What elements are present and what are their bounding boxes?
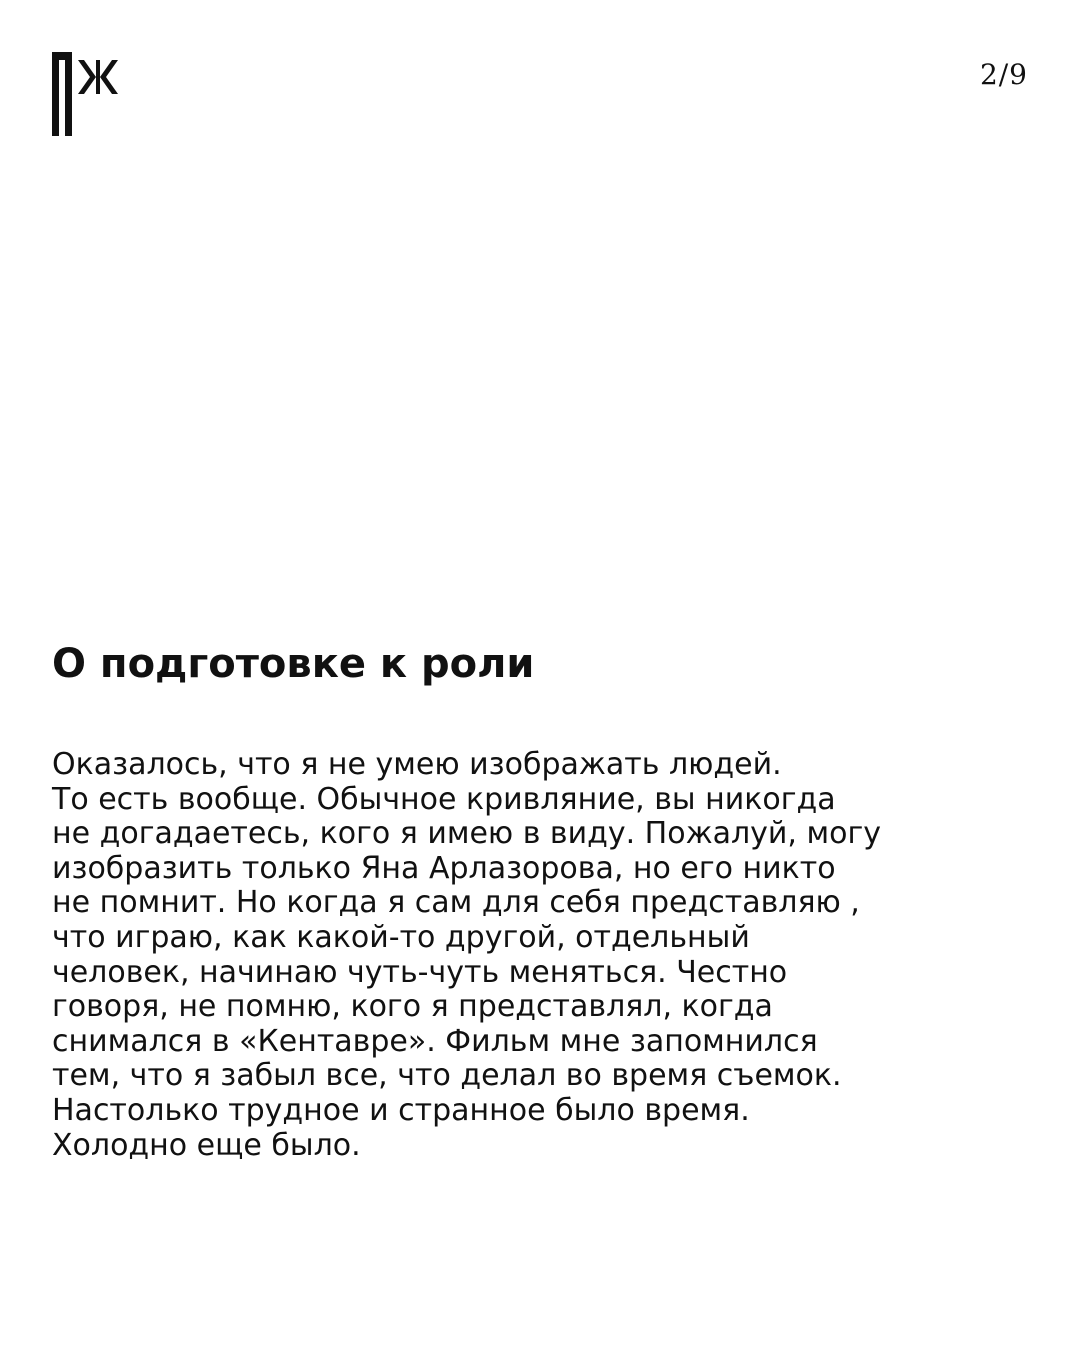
body-line: не помнит. Но когда я сам для себя представляю , [52,885,860,921]
article-body [52,748,1042,1163]
body-line: Холодно еще было. [52,1127,361,1163]
page-counter: 2/9 [979,58,1028,91]
body-line: человек, начинаю чуть-чуть меняться. Честно [52,954,788,990]
body-line: Настолько трудное и странное было время. [52,1092,750,1128]
body-line: говоря, не помню, кого я представлял, когда [52,989,773,1025]
body-line: что играю, как какой-то другой, отдельный [52,919,750,955]
body-line: не догадаетесь, кого я имею в виду. Пожалуй, могу [52,816,881,852]
brand-logo [52,52,132,136]
body-line: тем, что я забыл все, что делал во время съемок. [52,1058,842,1094]
body-line: снимался в «Кентавре». Фильм мне запомнился [52,1023,818,1059]
body-line: То есть вообще. Обычное кривляние, вы никогда [52,781,836,817]
body-line: изобразить только Яна Арлазорова, но его никто [52,850,836,886]
logo-mark [52,52,132,136]
section-heading: О подготовке к роли [52,641,535,687]
body-line: Оказалось, что я не умею изображать людей. [52,747,782,782]
